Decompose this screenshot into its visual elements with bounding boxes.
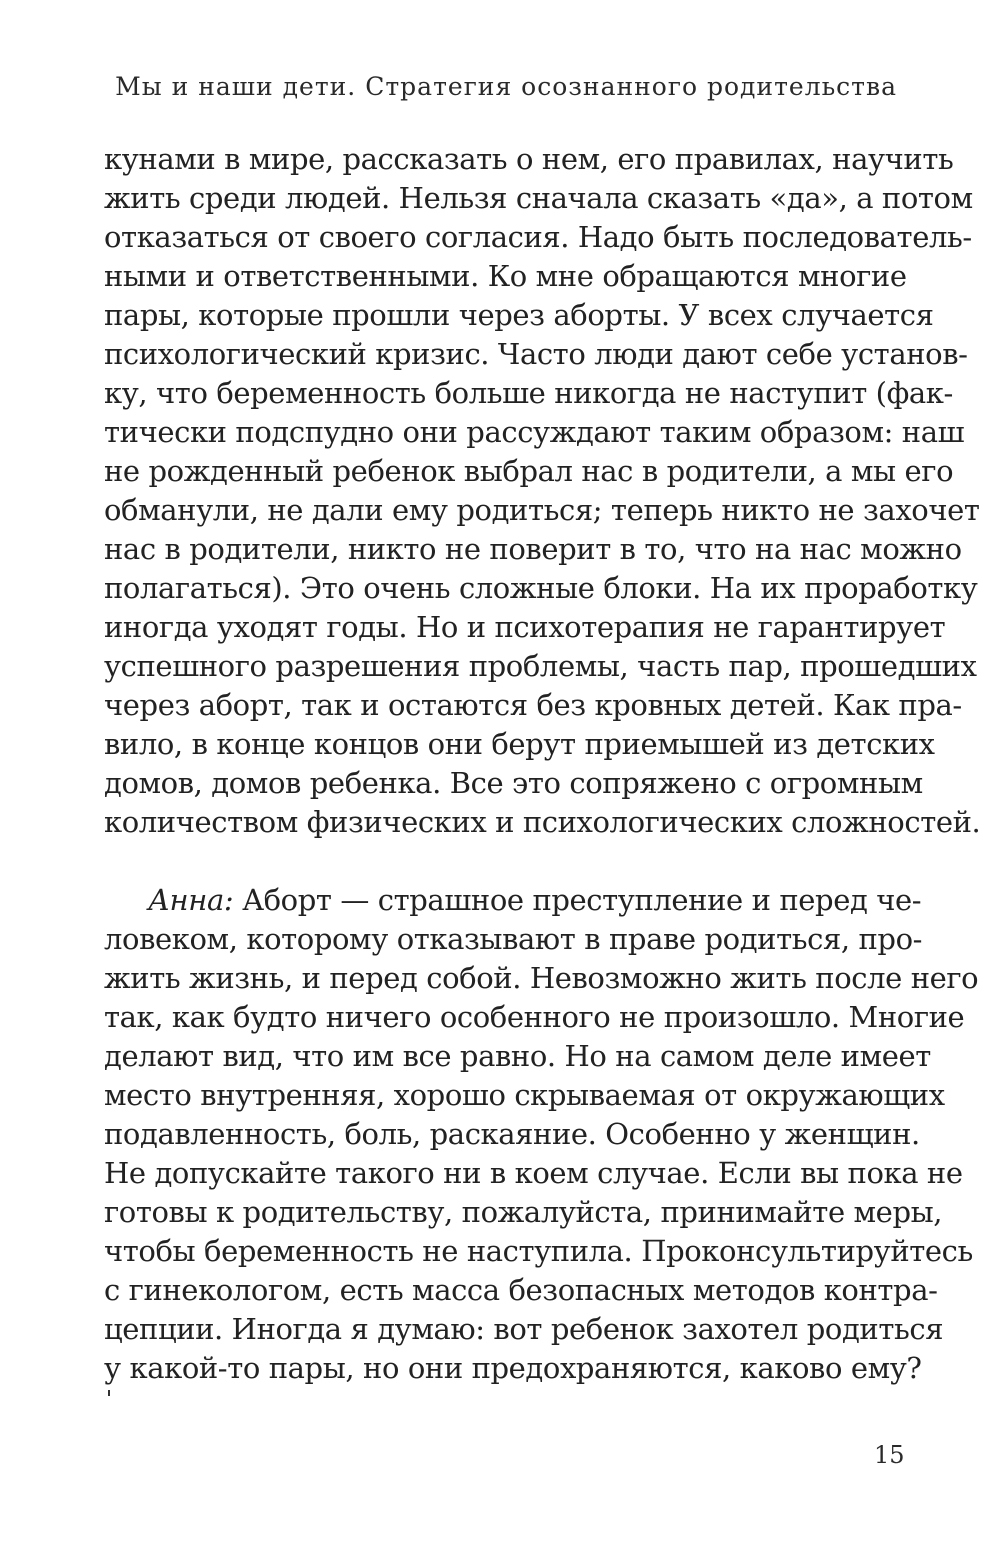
text-line: Не допускайте такого ни в коем случае. Если вы пока не bbox=[104, 1156, 963, 1190]
text-line: тически подспудно они рассуждают таким образом: наш bbox=[104, 415, 965, 449]
text-line: кунами в мире, рассказать о нем, его правилах, научить bbox=[104, 142, 954, 176]
text-line: домов, домов ребенка. Все это сопряжено с огромным bbox=[104, 766, 923, 800]
text-line: чтобы беременность не наступила. Проконсультируйтесь bbox=[104, 1234, 973, 1268]
text-line: ку, что беременность больше никогда не наступит (фак- bbox=[104, 376, 953, 410]
text-line: через аборт, так и остаются без кровных детей. Как пра- bbox=[104, 688, 962, 722]
text-line-rest: Аборт — страшное преступление и перед че- bbox=[242, 883, 922, 917]
text-line: делают вид, что им все равно. Но на самом деле имеет bbox=[104, 1039, 931, 1073]
text-line: обманули, не дали ему родиться; теперь никто не захочет bbox=[104, 493, 980, 527]
paragraph-1 bbox=[104, 140, 981, 842]
page-body-text bbox=[104, 140, 981, 1388]
paragraph-2 bbox=[104, 881, 979, 1388]
text-line: ными и ответственными. Ко мне обращаются многие bbox=[104, 259, 907, 293]
print-speck bbox=[108, 1390, 110, 1396]
text-line: вило, в конце концов они берут приемышей из детских bbox=[104, 727, 935, 761]
text-line: цепции. Иногда я думаю: вот ребенок захотел родиться bbox=[104, 1312, 944, 1346]
speaker-label: Анна: bbox=[148, 883, 234, 917]
text-line: место внутренняя, хорошо скрываемая от окружающих bbox=[104, 1078, 945, 1112]
text-line: психологический кризис. Часто люди дают себе установ- bbox=[104, 337, 968, 371]
text-line: так, как будто ничего особенного не произошло. Многие bbox=[104, 1000, 965, 1034]
text-line: пары, которые прошли через аборты. У всех случается bbox=[104, 298, 934, 332]
text-line: полагаться). Это очень сложные блоки. На их проработку bbox=[104, 571, 978, 605]
running-header: Мы и наши дети. Стратегия осознанного родительства bbox=[115, 72, 897, 101]
text-line: подавленность, боль, раскаяние. Особенно у женщин. bbox=[104, 1117, 920, 1151]
text-line: готовы к родительству, пожалуйста, принимайте меры, bbox=[104, 1195, 943, 1229]
text-line: успешного разрешения проблемы, часть пар, прошедших bbox=[104, 649, 977, 683]
page-number: 15 bbox=[874, 1441, 905, 1469]
text-line: жить жизнь, и перед собой. Невозможно жить после него bbox=[104, 961, 979, 995]
text-line: количеством физических и психологических сложностей. bbox=[104, 805, 981, 839]
text-line: жить среди людей. Нельзя сначала сказать «да», а потом bbox=[104, 181, 973, 215]
text-line: ловеком, которому отказывают в праве родиться, про- bbox=[104, 922, 923, 956]
text-line: с гинекологом, есть масса безопасных методов контра- bbox=[104, 1273, 938, 1307]
text-line: иногда уходят годы. Но и психотерапия не гарантирует bbox=[104, 610, 946, 644]
text-line bbox=[104, 881, 922, 920]
text-line: нас в родители, никто не поверит в то, что на нас можно bbox=[104, 532, 962, 566]
paragraph-gap bbox=[104, 842, 898, 881]
text-line: отказаться от своего согласия. Надо быть последователь- bbox=[104, 220, 972, 254]
text-line: не рожденный ребенок выбрал нас в родители, а мы его bbox=[104, 454, 954, 488]
text-line: у какой-то пары, но они предохраняются, каково ему? bbox=[104, 1351, 922, 1385]
